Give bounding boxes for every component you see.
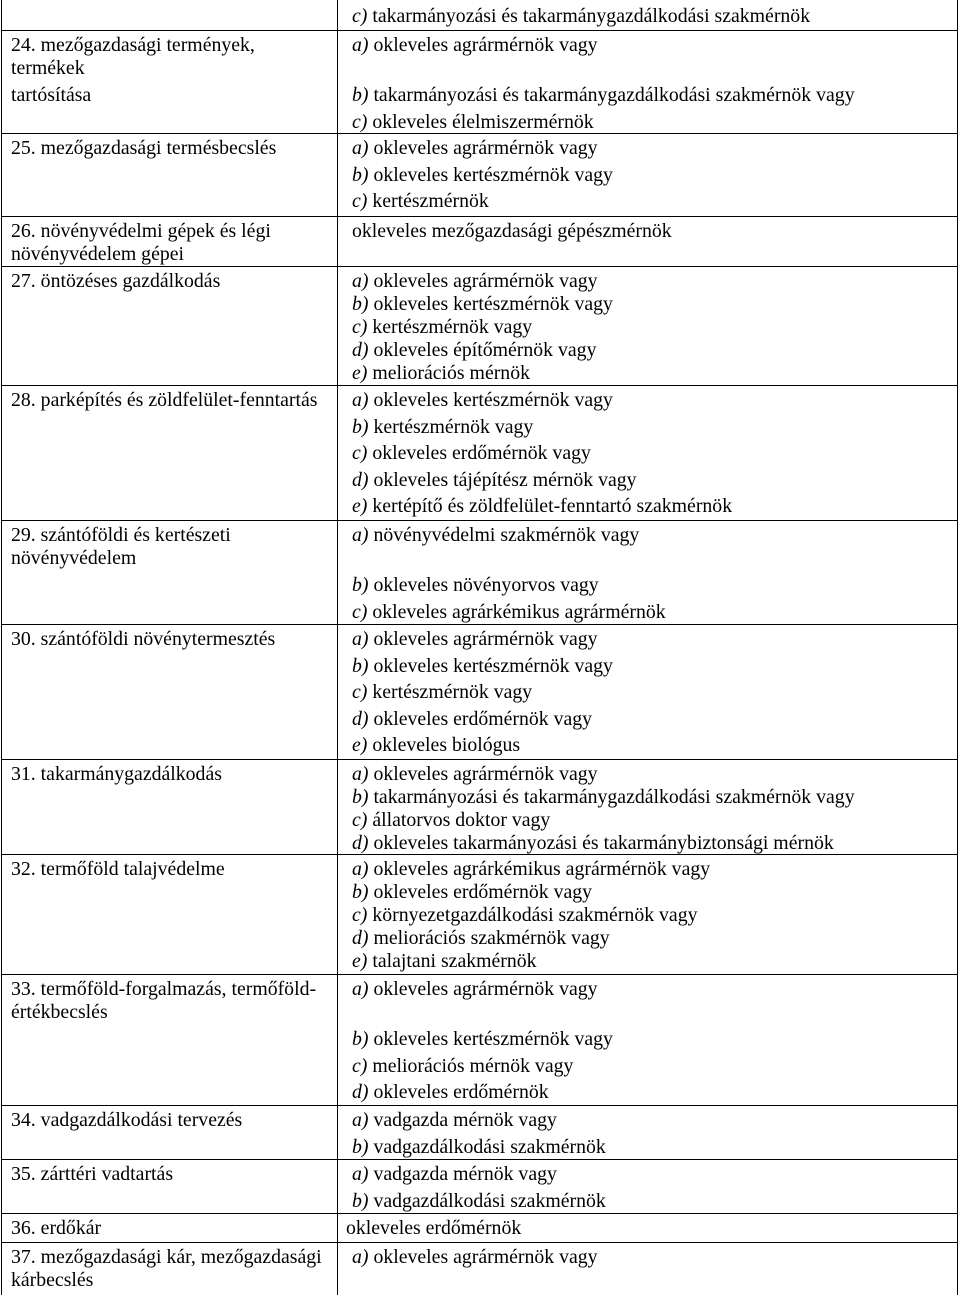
- item-text: meliorációs mérnök vagy: [372, 1054, 574, 1077]
- qualification-item: [352, 469, 957, 492]
- activity-cell: [2, 1214, 338, 1242]
- activity-cell: [2, 0, 338, 30]
- item-text: meliorációs mérnök: [372, 362, 530, 384]
- qualification-item: [352, 574, 957, 597]
- item-text: okleveles kertészmérnök vagy: [373, 1028, 613, 1050]
- activity-cell: [2, 1243, 338, 1295]
- qualification-cell: [338, 1243, 957, 1295]
- activity-label-line: 36. erdőkár: [11, 1217, 102, 1239]
- item-marker: a): [352, 763, 369, 785]
- activity-label-line: növényvédelem: [11, 547, 137, 569]
- qualification-item: [352, 1055, 957, 1078]
- item-text: okleveles élelmiszermérnök: [372, 110, 594, 133]
- item-marker: d): [352, 468, 369, 491]
- qualification-item: [352, 111, 957, 134]
- qualification-item: [352, 881, 957, 904]
- activity-label-line: 31. takarmánygazdálkodás: [11, 763, 222, 785]
- item-marker: c): [352, 316, 368, 338]
- item-marker: b): [352, 654, 369, 677]
- qualification-item: [352, 786, 957, 809]
- item-marker: d): [352, 339, 369, 361]
- item-text: állatorvos doktor vagy: [372, 809, 551, 831]
- table-row-30: [1, 625, 958, 760]
- item-marker: e): [352, 734, 368, 756]
- item-marker: b): [352, 415, 369, 438]
- item-marker: b): [352, 786, 369, 808]
- table-row-35: [1, 1160, 958, 1214]
- item-marker: b): [352, 1189, 369, 1212]
- activity-label-line: növényvédelem gépei: [11, 243, 185, 265]
- item-marker: e): [352, 495, 368, 517]
- activity-label-line: 25. mezőgazdasági termésbecslés: [11, 137, 277, 159]
- item-text: okleveles építőmérnök vagy: [373, 339, 597, 361]
- qualification-item: [352, 339, 957, 362]
- item-marker: e): [352, 362, 368, 384]
- qualification-cell: [338, 134, 957, 216]
- qualification-item: [352, 832, 957, 855]
- qualification-item: [352, 293, 957, 316]
- item-text: növényvédelmi szakmérnök vagy: [373, 524, 640, 546]
- qualification-cell: [338, 975, 957, 1105]
- activity-label-line: 24. mezőgazdasági termények,: [11, 34, 255, 56]
- qualification-cell: [338, 1214, 957, 1242]
- item-marker: b): [352, 84, 369, 106]
- activity-label-line: 27. öntözéses gazdálkodás: [11, 270, 221, 292]
- qualification-cell: [338, 855, 957, 974]
- item-marker: b): [352, 293, 369, 315]
- activity-cell: [2, 267, 338, 385]
- activity-label-line: 37. mezőgazdasági kár, mezőgazdasági: [11, 1246, 322, 1268]
- item-text: okleveles kertészmérnök vagy: [373, 293, 613, 315]
- table-row-32: [1, 855, 958, 975]
- table-row-24: [1, 31, 958, 134]
- item-text: vadgazdálkodási szakmérnök: [373, 1135, 606, 1158]
- table-row-31: [1, 760, 958, 855]
- item-text: okleveles kertészmérnök vagy: [373, 163, 613, 186]
- item-marker: b): [352, 1135, 369, 1158]
- qualification-item: [352, 950, 957, 973]
- item-marker: c): [352, 809, 368, 831]
- activity-label-line: termékek: [11, 57, 85, 79]
- item-text: kertészmérnök vagy: [372, 681, 533, 703]
- item-text: okleveles kertészmérnök vagy: [373, 389, 613, 411]
- item-text: okleveles takarmányozási és takarmánybiztonsági mérnök: [373, 832, 834, 854]
- item-text: okleveles agrárkémikus agrármérnök vagy: [373, 858, 711, 880]
- qualification-item: [352, 1163, 957, 1186]
- table-row-36: [1, 1214, 958, 1243]
- qualification-item: [352, 601, 957, 624]
- item-marker: a): [352, 1246, 369, 1268]
- qualification-item: [352, 524, 957, 547]
- qualification-item: [352, 416, 957, 439]
- qualification-item: [352, 904, 957, 927]
- activity-label-line: 32. termőföld talajvédelme: [11, 858, 225, 880]
- item-marker: a): [352, 1163, 369, 1185]
- item-marker: c): [352, 904, 368, 926]
- item-marker: b): [352, 574, 369, 596]
- qualification-item: [352, 34, 957, 57]
- qualification-item: [352, 1136, 957, 1159]
- qualification-item: [352, 362, 957, 385]
- item-text: takarmányozási és takarmánygazdálkodási szakmérnök vagy: [373, 786, 855, 808]
- qualification-item: [352, 190, 957, 213]
- item-text: okleveles erdőmérnök vagy: [372, 442, 591, 464]
- qualification-item: [352, 1109, 957, 1132]
- item-text: okleveles növényorvos vagy: [373, 574, 599, 596]
- item-marker: d): [352, 1081, 369, 1103]
- item-marker: b): [352, 163, 369, 186]
- item-text: okleveles erdőmérnök vagy: [373, 881, 593, 903]
- qualification-item: [352, 655, 957, 678]
- item-text: okleveles erdőmérnök: [373, 1081, 549, 1103]
- item-marker: a): [352, 628, 369, 650]
- item-text: okleveles agrármérnök vagy: [373, 628, 598, 650]
- item-text: okleveles erdőmérnök: [346, 1217, 522, 1239]
- qualification-item: [352, 763, 957, 786]
- table-row-29: [1, 521, 958, 625]
- qualification-cell: [338, 521, 957, 624]
- item-text: okleveles erdőmérnök vagy: [373, 707, 593, 730]
- qualification-item: [352, 164, 957, 187]
- item-marker: c): [352, 600, 368, 623]
- item-marker: a): [352, 270, 369, 292]
- activity-cell: [2, 31, 338, 133]
- item-text: okleveles agrármérnök vagy: [373, 270, 598, 292]
- item-text: környezetgazdálkodási szakmérnök vagy: [372, 904, 698, 926]
- qualification-item: [352, 442, 957, 465]
- item-text: okleveles kertészmérnök vagy: [373, 654, 613, 677]
- qualification-item: [352, 84, 957, 107]
- qualification-item: [352, 927, 957, 950]
- activity-cell: [2, 386, 338, 520]
- activity-label-line: 26. növényvédelmi gépek és légi: [11, 220, 271, 242]
- item-text: takarmányozási és takarmánygazdálkodási szakmérnök vagy: [373, 84, 855, 106]
- item-marker: c): [352, 190, 368, 212]
- item-text: vadgazda mérnök vagy: [373, 1163, 557, 1185]
- item-text: okleveles agrármérnök vagy: [373, 1246, 598, 1268]
- item-marker: a): [352, 137, 369, 159]
- qualification-item: [352, 1246, 957, 1269]
- qualification-cell: [338, 386, 957, 520]
- qualification-item: [352, 628, 957, 651]
- item-marker: b): [352, 881, 369, 903]
- item-text: kertépítő és zöldfelület-fenntartó szakmérnök: [372, 495, 733, 517]
- qualification-item: [352, 1028, 957, 1051]
- item-marker: d): [352, 832, 369, 854]
- item-text: takarmányozási és takarmánygazdálkodási szakmérnök: [372, 5, 811, 27]
- item-text: vadgazda mérnök vagy: [373, 1109, 557, 1131]
- activity-cell: [2, 1160, 338, 1213]
- table-row-27: [1, 267, 958, 386]
- qualification-item: [352, 809, 957, 832]
- qualification-item: [352, 1190, 957, 1213]
- qualification-item: [352, 1081, 957, 1104]
- qualification-item: [352, 137, 957, 160]
- qualification-item: [352, 681, 957, 704]
- item-text: okleveles biológus: [372, 734, 521, 756]
- item-text: okleveles agrármérnök vagy: [373, 763, 598, 785]
- activity-cell: [2, 134, 338, 216]
- item-marker: a): [352, 524, 369, 546]
- activity-cell: [2, 975, 338, 1105]
- activity-label-line: kárbecslés: [11, 1269, 94, 1291]
- qualification-cell: [338, 31, 957, 133]
- activity-cell: [2, 217, 338, 266]
- qualification-item: [352, 858, 957, 881]
- item-text: kertészmérnök: [372, 190, 489, 212]
- qualification-item: [352, 495, 957, 518]
- table-row-continuation: [1, 0, 958, 31]
- item-marker: a): [352, 1109, 369, 1131]
- qualification-item: [352, 978, 957, 1001]
- item-marker: a): [352, 858, 369, 880]
- qualification-item: [352, 708, 957, 731]
- item-text: okleveles tájépítész mérnök vagy: [373, 468, 637, 491]
- activity-label-line: tartósítása: [11, 84, 92, 106]
- activity-cell: [2, 760, 338, 854]
- item-marker: d): [352, 707, 369, 730]
- item-text: okleveles agrármérnök vagy: [373, 978, 598, 1000]
- item-marker: a): [352, 978, 369, 1000]
- qualification-cell: [338, 1160, 957, 1213]
- item-marker: a): [352, 34, 369, 56]
- item-marker: c): [352, 110, 368, 133]
- item-text: okleveles agrármérnök vagy: [373, 34, 598, 56]
- qualification-item: [352, 389, 957, 412]
- table-row-26: [1, 217, 958, 267]
- qualification-item: [352, 5, 957, 28]
- activity-label-line: értékbecslés: [11, 1001, 108, 1023]
- activity-label-line: 30. szántóföldi növénytermesztés: [11, 628, 276, 650]
- item-text: meliorációs szakmérnök vagy: [373, 927, 610, 949]
- qualification-item: [352, 220, 957, 243]
- activity-label-line: 33. termőföld-forgalmazás, termőföld-: [11, 978, 317, 1000]
- qualification-item: [352, 316, 957, 339]
- item-text: okleveles mezőgazdasági gépészmérnök: [352, 220, 672, 242]
- item-marker: c): [352, 681, 368, 703]
- activity-cell: [2, 1106, 338, 1159]
- item-marker: e): [352, 950, 368, 972]
- table-row-34: [1, 1106, 958, 1160]
- activity-cell: [2, 855, 338, 974]
- qualification-cell: [338, 625, 957, 759]
- activity-label-line: 35. zárttéri vadtartás: [11, 1163, 174, 1185]
- qualification-cell: [338, 217, 957, 266]
- item-marker: b): [352, 1028, 369, 1050]
- item-marker: a): [352, 389, 369, 411]
- activity-cell: [2, 521, 338, 624]
- item-text: vadgazdálkodási szakmérnök: [373, 1189, 606, 1212]
- item-marker: d): [352, 927, 369, 949]
- item-text: okleveles agrárkémikus agrármérnök: [372, 600, 666, 623]
- activity-label-line: 29. szántóföldi és kertészeti: [11, 524, 231, 546]
- qualification-cell: [338, 267, 957, 385]
- table-row-28: [1, 386, 958, 521]
- item-text: kertészmérnök vagy: [373, 415, 534, 438]
- item-text: kertészmérnök vagy: [372, 316, 533, 338]
- item-text: talajtani szakmérnök: [372, 950, 537, 972]
- qualification-cell: [338, 1106, 957, 1159]
- activity-label-line: 34. vadgazdálkodási tervezés: [11, 1109, 243, 1131]
- qualification-item: [346, 1217, 957, 1240]
- table-row-37: [1, 1243, 958, 1295]
- qualification-item: [352, 734, 957, 757]
- activity-cell: [2, 625, 338, 759]
- qualification-cell: [338, 760, 957, 854]
- item-text: okleveles agrármérnök vagy: [373, 137, 598, 159]
- table-row-33: [1, 975, 958, 1106]
- item-marker: c): [352, 5, 368, 27]
- item-marker: c): [352, 442, 368, 464]
- item-marker: c): [352, 1054, 368, 1077]
- table-row-25: [1, 134, 958, 217]
- activity-label-line: 28. parképítés és zöldfelület-fenntartás: [11, 389, 318, 411]
- qualification-item: [352, 270, 957, 293]
- qualification-cell: [338, 0, 957, 30]
